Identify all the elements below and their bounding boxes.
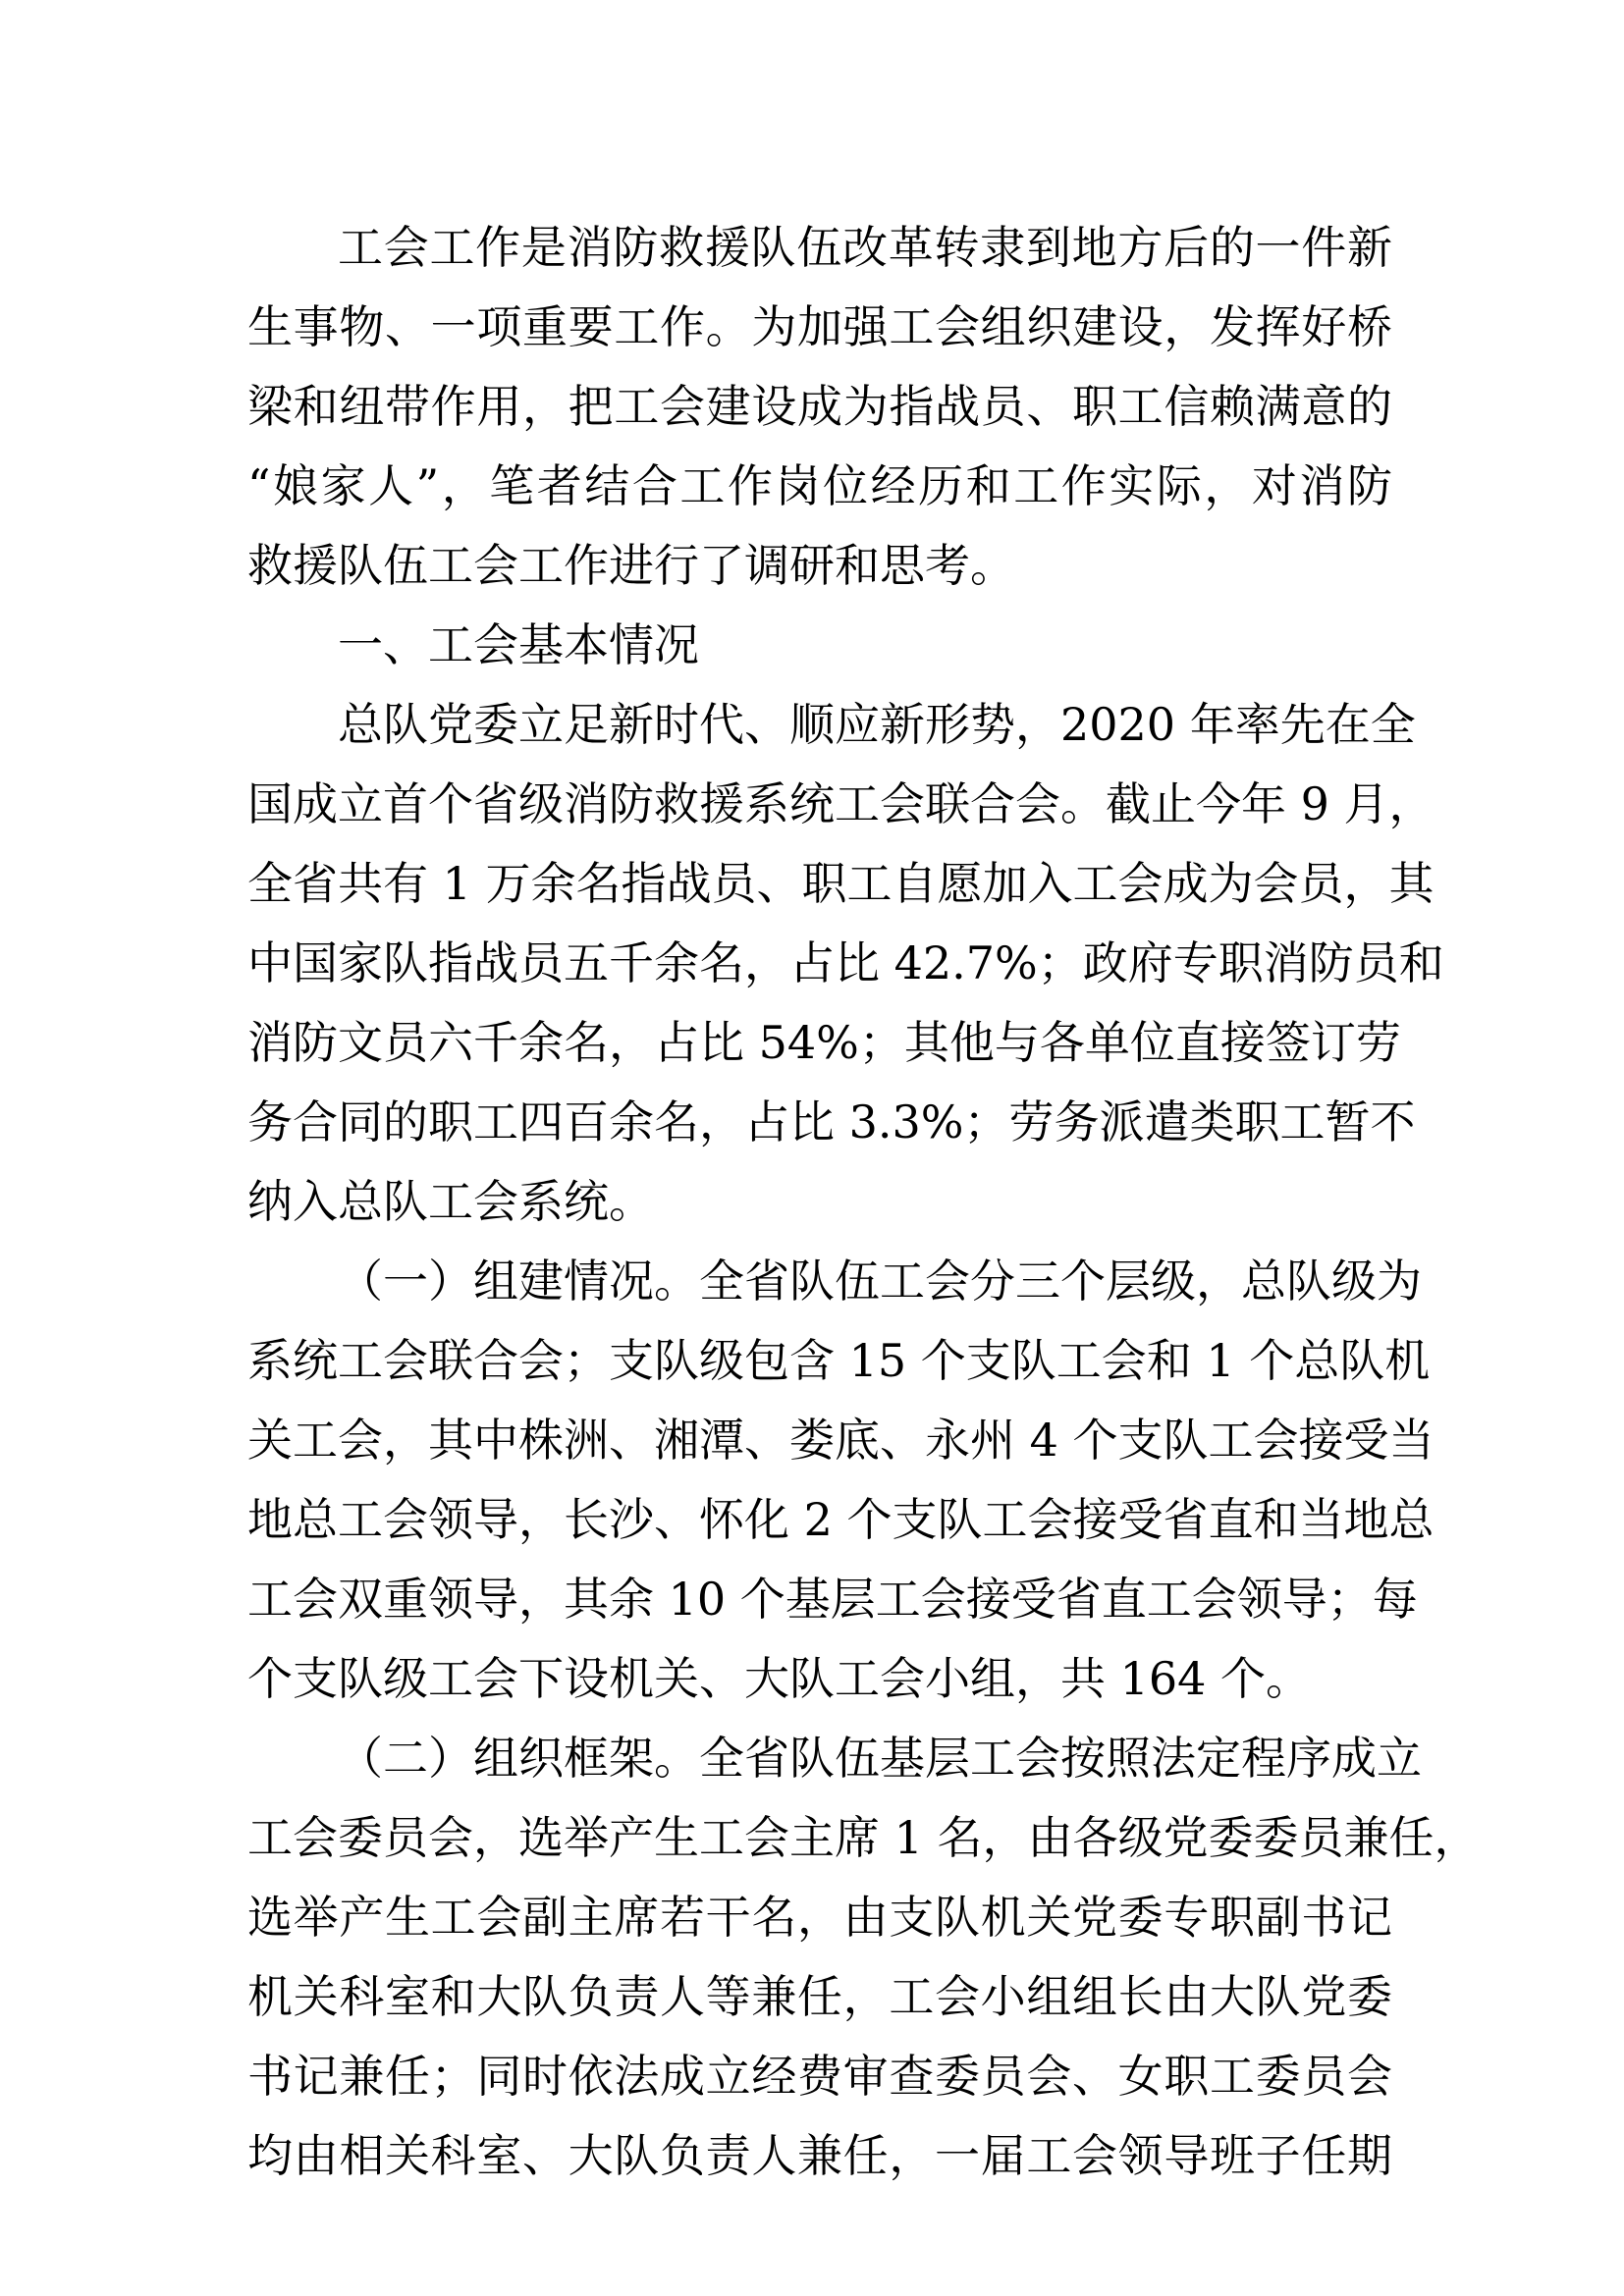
text-line: （二）组织框架。全省队伍基层工会按照法定程序成立 xyxy=(338,1732,1422,1785)
text-line: 工会工作是消防救援队伍改革转隶到地方后的一件新 xyxy=(338,221,1392,274)
text-line: 工会委员会，选举产生工会主席 1 名，由各级党委委员兼任， xyxy=(247,1811,1480,1864)
paragraph-overview xyxy=(247,685,1444,1242)
text-line: 中国家队指战员五千余名，占比 42.7%；政府专职消防员和 xyxy=(247,936,1444,989)
text-line: 消防文员六千余名，占比 54%；其他与各单位直接签订劳 xyxy=(247,1016,1401,1069)
text-line: 务合同的职工四百余名，占比 3.3%；劳务派遣类职工暂不 xyxy=(247,1095,1416,1148)
heading-text: 一、工会基本情况 xyxy=(338,618,699,671)
paragraph-framework xyxy=(247,1719,1480,2196)
text-line: 机关科室和大队负责人等兼任，工会小组组长由大队党委 xyxy=(247,1970,1392,2023)
text-line: 工会双重领导，其余 10 个基层工会接受省直工会领导；每 xyxy=(247,1573,1418,1626)
section-heading xyxy=(247,606,1392,685)
text-line: 地总工会领导，长沙、怀化 2 个支队工会接受省直和当地总 xyxy=(247,1493,1435,1546)
text-line: 生事物、一项重要工作。为加强工会组织建设，发挥好桥 xyxy=(247,300,1392,353)
text-line: 梁和纽带作用，把工会建设成为指战员、职工信赖满意的 xyxy=(247,380,1392,433)
paragraph-formation xyxy=(247,1242,1435,1719)
text-line: 纳入总队工会系统。 xyxy=(247,1175,654,1228)
text-line: 系统工会联合会；支队级包含 15 个支队工会和 1 个总队机 xyxy=(247,1334,1431,1387)
text-line: （一）组建情况。全省队伍工会分三个层级，总队级为 xyxy=(338,1255,1422,1308)
text-line: 选举产生工会副主席若干名，由支队机关党委专职副书记 xyxy=(247,1891,1392,1944)
text-line: 个支队级工会下设机关、大队工会小组，共 164 个。 xyxy=(247,1652,1312,1705)
text-line: 总队党委立足新时代、顺应新形势，2020 年率先在全 xyxy=(338,698,1416,751)
text-line: 国成立首个省级消防救援系统工会联合会。截止今年 9 月， xyxy=(247,777,1435,830)
document-body xyxy=(247,208,1480,2196)
text-line: 均由相关科室、大队负责人兼任，一届工会领导班子任期 xyxy=(247,2129,1392,2182)
text-line: 书记兼任；同时依法成立经费审查委员会、女职工委员会 xyxy=(247,2050,1392,2103)
text-line: “娘家人”，笔者结合工作岗位经历和工作实际，对消防 xyxy=(247,459,1392,512)
text-line: 全省共有 1 万余名指战员、职工自愿加入工会成为会员，其 xyxy=(247,857,1435,910)
text-line: 救援队伍工会工作进行了调研和思考。 xyxy=(247,539,1015,592)
paragraph-intro xyxy=(247,208,1392,606)
text-line: 关工会，其中株洲、湘潭、娄底、永州 4 个支队工会接受当 xyxy=(247,1414,1435,1467)
